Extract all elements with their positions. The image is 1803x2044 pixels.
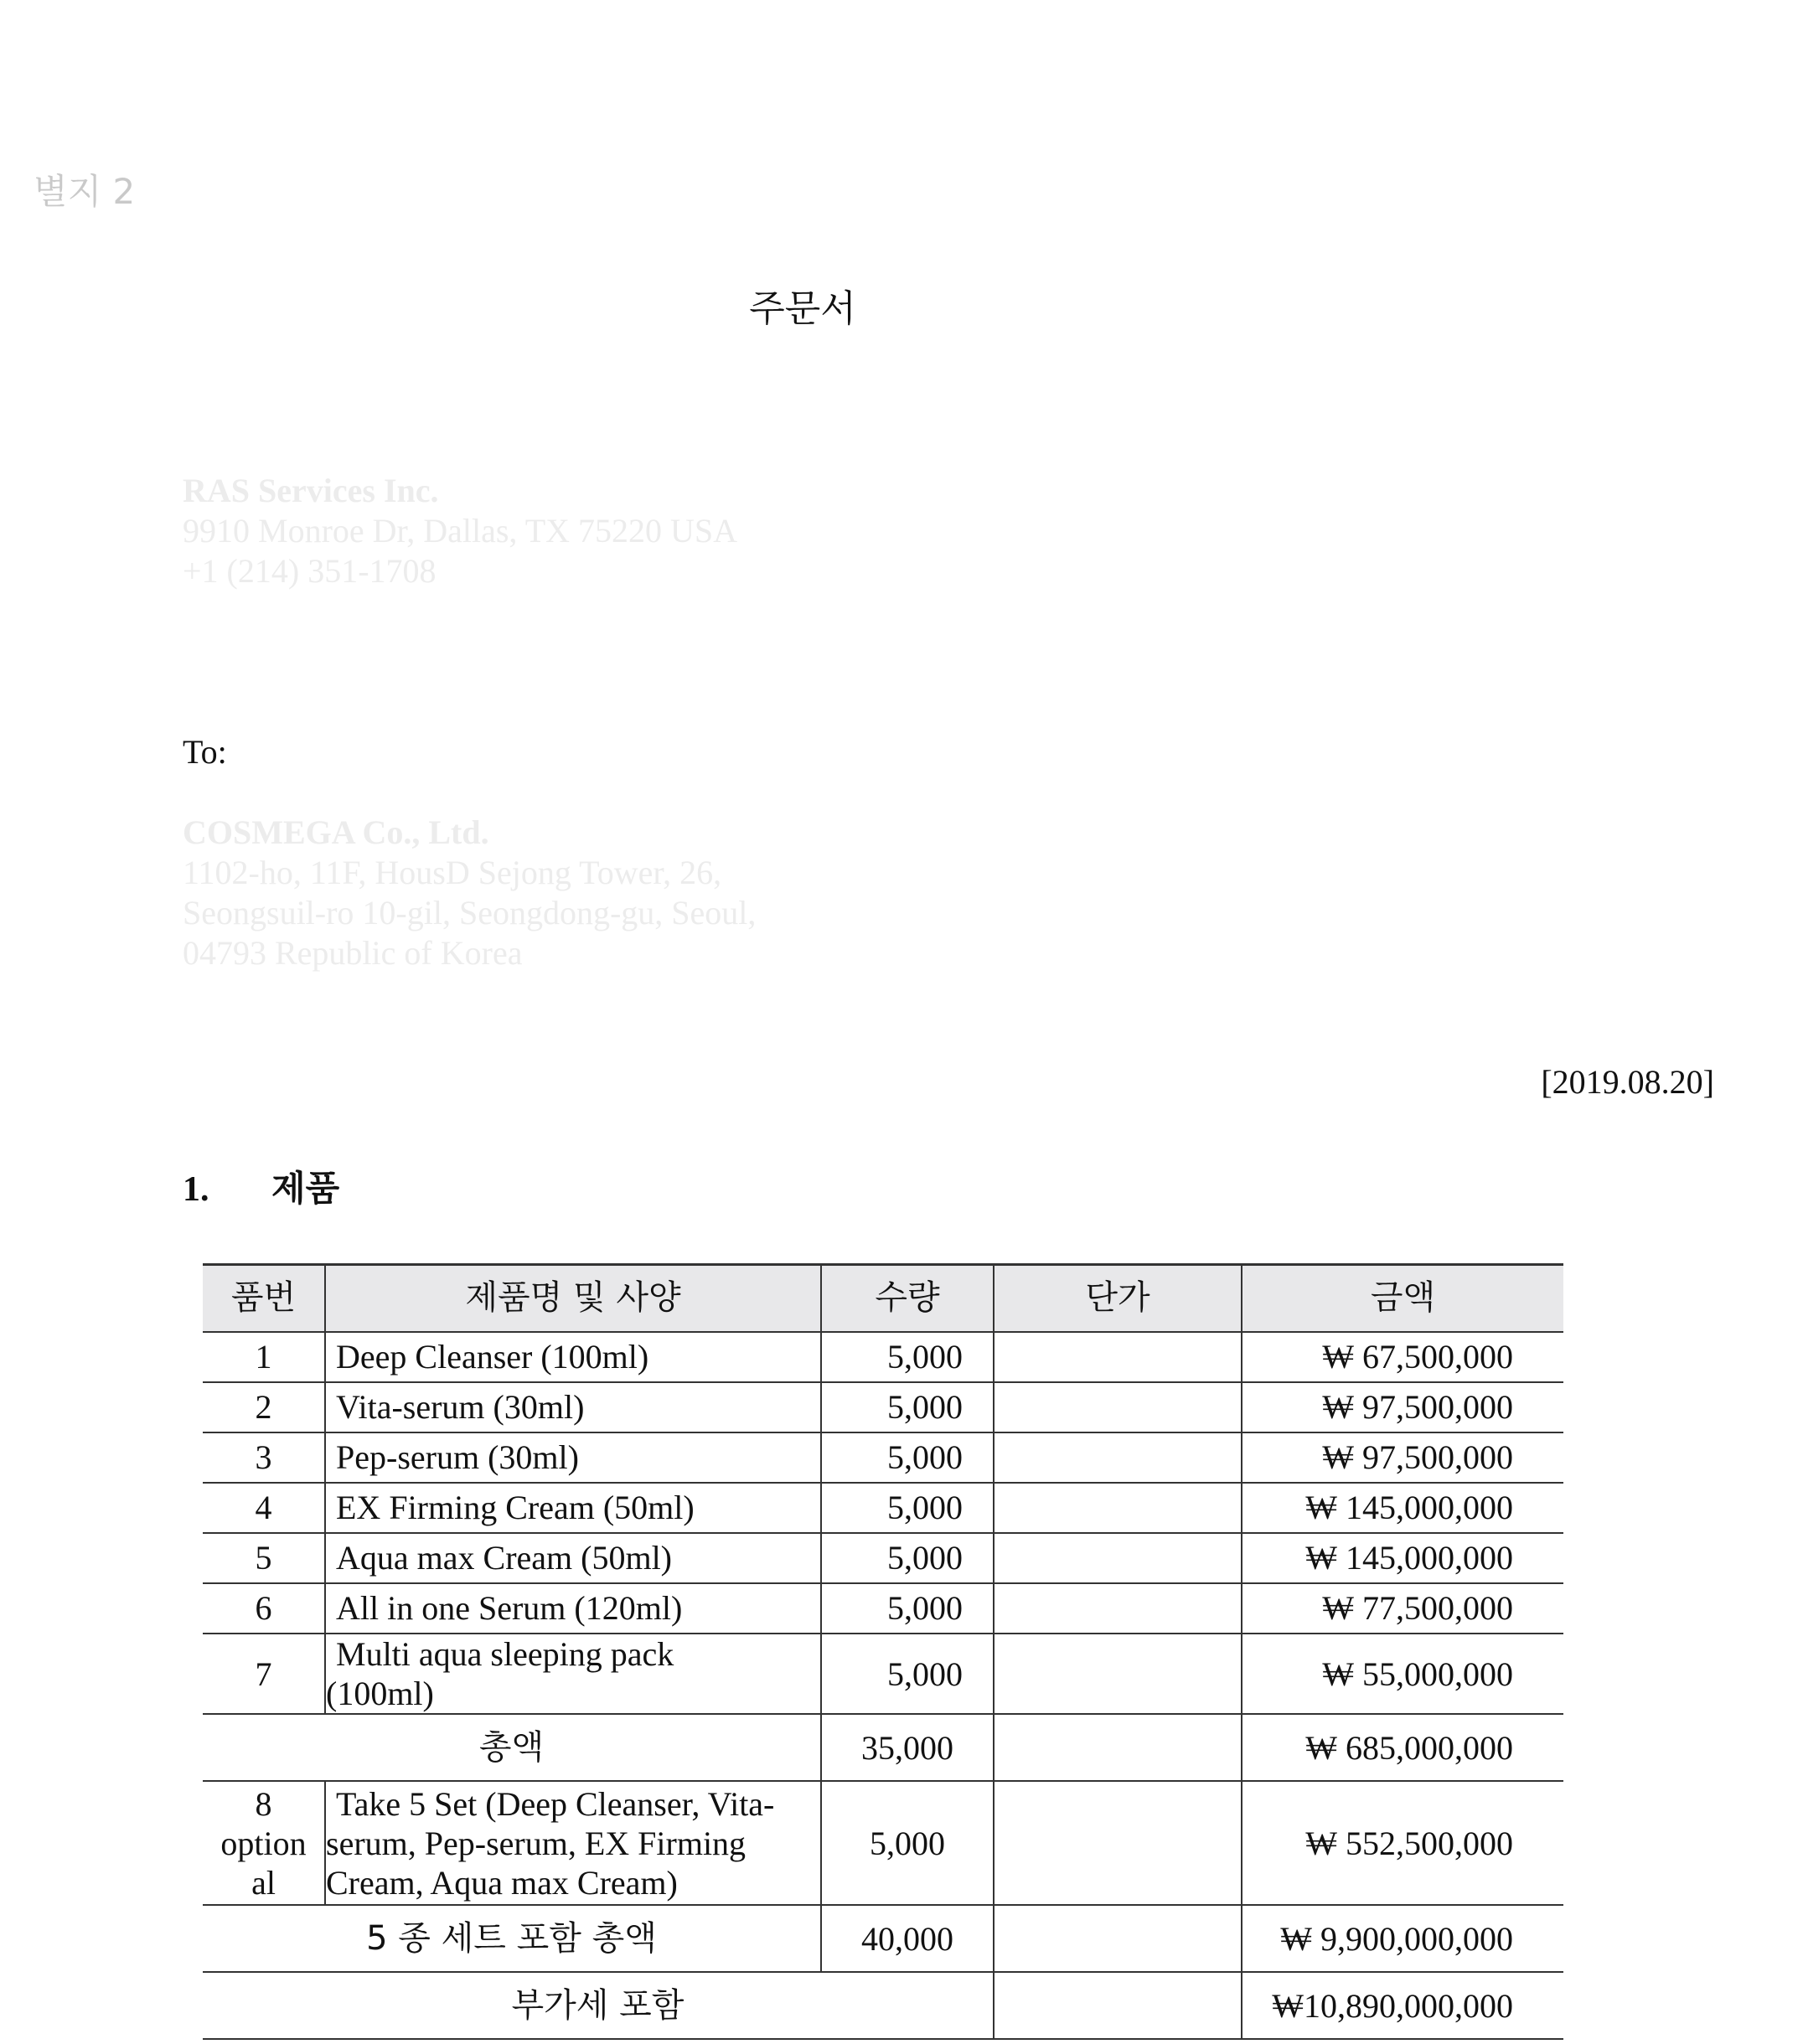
item-no-line: 8 [255, 1784, 272, 1823]
vat-total-label: 부가세 포함 [203, 1972, 994, 2039]
table-row [203, 1332, 1563, 1382]
cell-unit-price [994, 1332, 1242, 1382]
header-quantity: 수량 [821, 1265, 994, 1333]
cell-product-name: Deep Cleanser (100ml) [325, 1332, 821, 1382]
cell-unit-price [994, 1533, 1242, 1583]
header-item-no: 품번 [203, 1265, 325, 1333]
cell-amount: ₩ 77,500,000 [1242, 1583, 1563, 1634]
cell-unit-price [994, 1483, 1242, 1533]
cell-product-name [325, 1781, 821, 1905]
cell-quantity: 5,000 [821, 1634, 994, 1714]
product-name-line: Cream, Aqua max Cream) [326, 1863, 678, 1902]
set-total-row [203, 1905, 1563, 1972]
product-name-line: serum, Pep-serum, EX Firming [326, 1824, 747, 1862]
item-no-line: al [251, 1863, 276, 1902]
cell-quantity: 5,000 [821, 1332, 994, 1382]
subtotal-unit-price [994, 1714, 1242, 1781]
cell-quantity: 5,000 [821, 1382, 994, 1432]
vat-total-amount: ₩10,890,000,000 [1242, 1972, 1563, 2039]
item-no-line: option [220, 1824, 307, 1862]
cell-product-name [325, 1634, 821, 1714]
section-number: 1. [183, 1170, 209, 1209]
cell-amount: ₩ 67,500,000 [1242, 1332, 1563, 1382]
page-title: 주문서 [749, 287, 856, 330]
cell-quantity: 5,000 [821, 1432, 994, 1483]
sender-phone: +1 (214) 351-1708 [183, 552, 437, 590]
section-title: 제품 [271, 1168, 340, 1209]
cell-amount: ₩ 145,000,000 [1242, 1483, 1563, 1533]
sender-address: 9910 Monroe Dr, Dallas, TX 75220 USA [183, 512, 738, 550]
subtotal-quantity: 35,000 [821, 1714, 994, 1781]
table-row [203, 1634, 1563, 1714]
header-unit-price: 단가 [994, 1265, 1242, 1333]
header-product-name: 제품명 및 사양 [325, 1265, 821, 1333]
cell-unit-price [994, 1634, 1242, 1714]
product-name-line: (100ml) [326, 1675, 434, 1713]
cell-item-no: 4 [203, 1483, 325, 1533]
set-total-label: 5 종 세트 포함 총액 [203, 1905, 821, 1972]
table-row [203, 1533, 1563, 1583]
sender-block [183, 471, 737, 591]
subtotal-label: 총액 [203, 1714, 821, 1781]
table-row [203, 1583, 1563, 1634]
table-row [203, 1483, 1563, 1533]
cell-item-no: 2 [203, 1382, 325, 1432]
recipient-company: COSMEGA Co., Ltd. [183, 813, 489, 851]
recipient-address-line2: Seongsuil-ro 10-gil, Seongdong-gu, Seoul, [183, 894, 757, 932]
cell-quantity: 5,000 [821, 1781, 994, 1905]
cell-item-no: 3 [203, 1432, 325, 1483]
sender-company: RAS Services Inc. [183, 472, 439, 509]
cell-item-no: 1 [203, 1332, 325, 1382]
set-total-unit-price [994, 1905, 1242, 1972]
document-date: [2019.08.20] [1541, 1063, 1714, 1101]
cell-amount: ₩ 145,000,000 [1242, 1533, 1563, 1583]
cell-unit-price [994, 1382, 1242, 1432]
cell-amount: ₩ 55,000,000 [1242, 1634, 1563, 1714]
recipient-address-line3: 04793 Republic of Korea [183, 934, 523, 972]
order-table [203, 1263, 1563, 2040]
cell-quantity: 5,000 [821, 1583, 994, 1634]
attachment-label: 별지 2 [34, 171, 136, 212]
cell-quantity: 5,000 [821, 1533, 994, 1583]
to-label: To: [183, 733, 227, 771]
product-name-line: Multi aqua sleeping pack [336, 1635, 674, 1673]
cell-item-no: 6 [203, 1583, 325, 1634]
vat-total-row [203, 1972, 1563, 2039]
recipient-block [183, 813, 756, 973]
table-header-row [203, 1265, 1563, 1333]
cell-item-no: 5 [203, 1533, 325, 1583]
cell-product-name: Aqua max Cream (50ml) [325, 1533, 821, 1583]
header-amount: 금액 [1242, 1265, 1563, 1333]
cell-quantity: 5,000 [821, 1483, 994, 1533]
cell-amount: ₩ 97,500,000 [1242, 1432, 1563, 1483]
cell-product-name: Vita-serum (30ml) [325, 1382, 821, 1432]
section-heading [183, 1161, 339, 1211]
optional-row [203, 1781, 1563, 1905]
cell-item-no: 7 [203, 1634, 325, 1714]
cell-amount: ₩ 552,500,000 [1242, 1781, 1563, 1905]
table-row [203, 1382, 1563, 1432]
cell-product-name: Pep-serum (30ml) [325, 1432, 821, 1483]
cell-product-name: All in one Serum (120ml) [325, 1583, 821, 1634]
set-total-quantity: 40,000 [821, 1905, 994, 1972]
cell-unit-price [994, 1432, 1242, 1483]
product-name-line: Take 5 Set (Deep Cleanser, Vita- [336, 1784, 775, 1823]
cell-item-no [203, 1781, 325, 1905]
set-total-amount: ₩ 9,900,000,000 [1242, 1905, 1563, 1972]
subtotal-amount: ₩ 685,000,000 [1242, 1714, 1563, 1781]
vat-total-unit-price [994, 1972, 1242, 2039]
cell-unit-price [994, 1583, 1242, 1634]
cell-product-name: EX Firming Cream (50ml) [325, 1483, 821, 1533]
cell-amount: ₩ 97,500,000 [1242, 1382, 1563, 1432]
subtotal-row [203, 1714, 1563, 1781]
cell-unit-price [994, 1781, 1242, 1905]
table-row [203, 1432, 1563, 1483]
recipient-address-line1: 1102-ho, 11F, HousD Sejong Tower, 26, [183, 854, 722, 891]
